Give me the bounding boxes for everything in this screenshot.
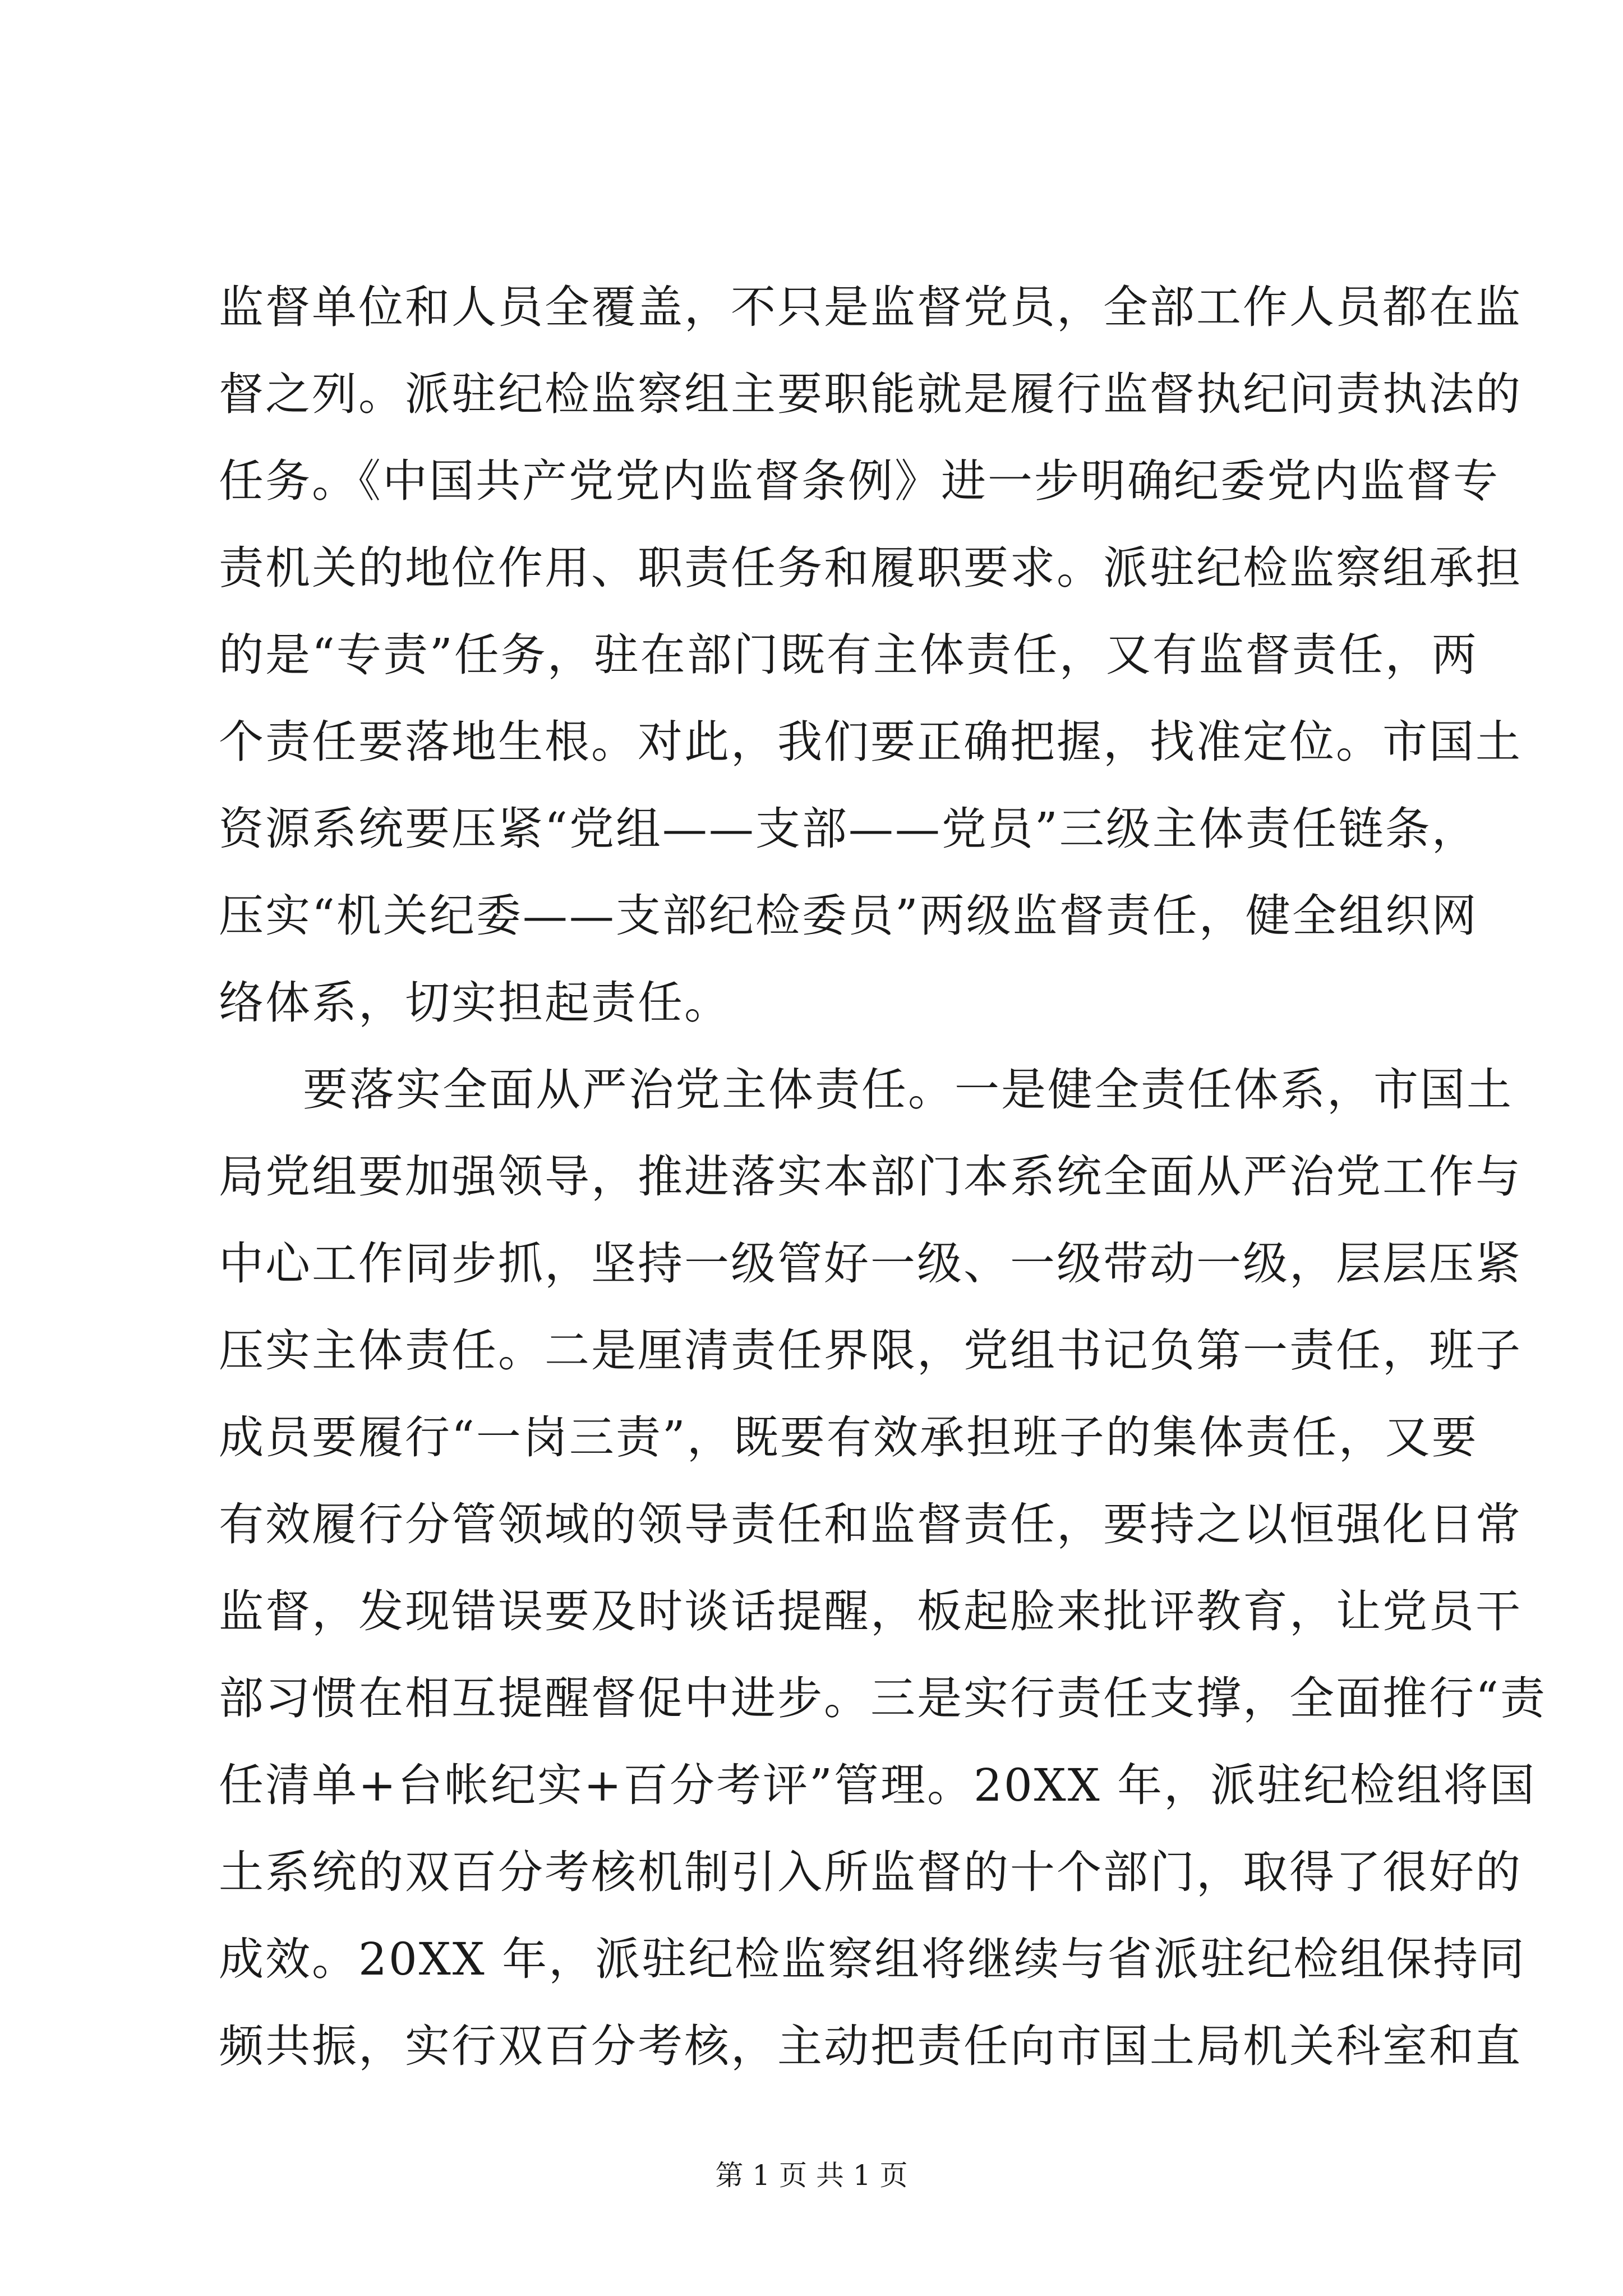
text-line: 要落实全面从严治党主体责任。一是健全责任体系，市国土: [303, 1064, 1513, 1116]
text-line: 络体系，切实担起责任。: [219, 977, 731, 1029]
text-line: 土系统的双百分考核机制引入所监督的十个部门，取得了很好的: [219, 1846, 1522, 1898]
page-footer: [0, 2153, 1623, 2198]
text-line: 频共振，实行双百分考核，主动把责任向市国土局机关科室和直: [219, 2020, 1522, 2072]
text-line: 的是“专责”任务，驻在部门既有主体责任，又有监督责任，两: [219, 629, 1478, 681]
text-line: 部习惯在相互提醒督促中进步。三是实行责任支撑，全面推行“责: [219, 1672, 1547, 1724]
text-line: 成效。20XX 年，派驻纪检监察组将继续与省派驻纪检组保持同: [219, 1933, 1527, 1985]
text-line: 监督单位和人员全覆盖，不只是监督党员，全部工作人员都在监: [219, 281, 1522, 333]
paragraph-2: [219, 1046, 1547, 2090]
text-line: 任清单+台帐纪实+百分考评”管理。20XX 年，派驻纪检组将国: [219, 1759, 1537, 1811]
document-body: [219, 264, 1547, 2090]
text-line: 个责任要落地生根。对此，我们要正确把握，找准定位。市国土: [219, 716, 1522, 768]
text-line: 责机关的地位作用、职责任务和履职要求。派驻纪检监察组承担: [219, 542, 1522, 594]
text-line: 压实“机关纪委——支部纪检委员”两级监督责任，健全组织网: [219, 890, 1478, 942]
text-line: 有效履行分管领域的领导责任和监督责任，要持之以恒强化日常: [219, 1498, 1522, 1550]
text-line: 压实主体责任。二是厘清责任界限，党组书记负第一责任，班子: [219, 1324, 1522, 1377]
text-line: 成员要履行“一岗三责”，既要有效承担班子的集体责任，又要: [219, 1411, 1478, 1464]
paragraph-1: [219, 264, 1522, 1046]
text-line: 督之列。派驻纪检监察组主要职能就是履行监督执纪问责执法的: [219, 368, 1522, 420]
text-line: 任务。《中国共产党党内监督条例》进一步明确纪委党内监督专: [219, 455, 1500, 507]
text-line: 局党组要加强领导，推进落实本部门本系统全面从严治党工作与: [219, 1151, 1522, 1203]
text-line: 中心工作同步抓，坚持一级管好一级、一级带动一级，层层压紧: [219, 1237, 1522, 1290]
text-line: 资源系统要压紧“党组——支部——党员”三级主体责任链条，: [219, 803, 1478, 855]
text-line: 监督，发现错误要及时谈话提醒，板起脸来批评教育，让党员干: [219, 1585, 1522, 1637]
page-number-label: 第 1 页 共 1 页: [715, 2159, 908, 2192]
